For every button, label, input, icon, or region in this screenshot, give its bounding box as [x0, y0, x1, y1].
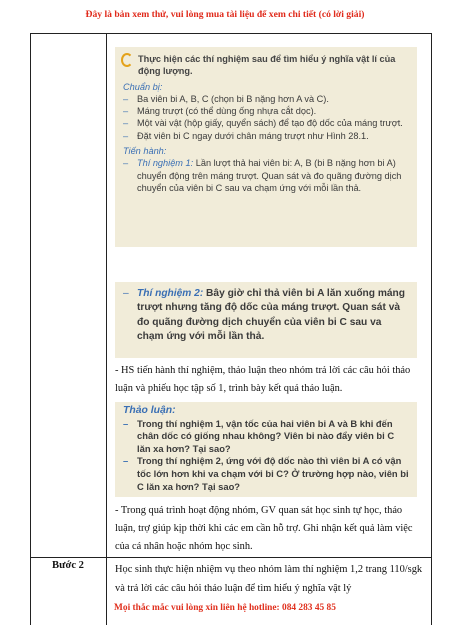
- experiment-2-panel: [115, 282, 417, 358]
- step-label: Bước 2: [52, 560, 84, 571]
- discussion-panel: [115, 402, 417, 497]
- prep-item: – Máng trượt (có thể dùng ống nhựa cắt dọc).: [123, 106, 317, 117]
- hotline-footer: Mọi thắc mắc vui lòng xin liên hệ hotline: 084 283 45 85: [114, 603, 336, 613]
- experiment-instructions-panel: [115, 47, 417, 247]
- discussion-question: – Trong thí nghiệm 2, ứng với độ dốc nào thì viên bi A có vận tốc lớn hơn khi va chạm với bi C? Ở trường hợp nào, viên bi C lăn xa hơn? Tại sao?: [123, 455, 409, 492]
- experiment-1-label: Thí nghiệm 1:: [137, 158, 194, 169]
- procedure-title: Tiến hành:: [123, 146, 167, 157]
- teacher-observation-paragraph: - Trong quá trình hoạt động nhóm, GV quan sát học sinh tự học, thảo luận, trợ giúp kịp thời khi các em cần hỗ trợ. Ghi nhận kết quả làm việc của cá nhân hoặc nhóm học sinh.: [115, 505, 413, 552]
- prep-item: – Ba viên bi A, B, C (chọn bi B nặng hơn A và C).: [123, 93, 329, 104]
- step-description: Học sinh thực hiện nhiệm vụ theo nhóm làm thí nghiệm 1,2 trang 110/sgk và trả lời các câu hỏi thảo luận để tìm hiểu ý nghĩa vật lý: [115, 564, 423, 594]
- prep-item: – Đặt viên bi C ngay dưới chân máng trượt như Hình 28.1.: [123, 130, 369, 141]
- experiment-2-text: Bây giờ chỉ thả viên bi A lăn xuống máng trượt nhưng tăng độ dốc của máng trượt. Quan sát và đo quãng đường dịch chuyển của viên bi C sau va chạm ứng với mỗi lần thả.: [137, 288, 405, 342]
- experiment-2-label: Thí nghiệm 2:: [137, 288, 204, 299]
- prep-item: – Một vài vật (hộp giấy, quyển sách) để tạo độ dốc của máng trượt.: [123, 118, 403, 129]
- table-row-divider: [30, 557, 432, 558]
- experiment-1: – Thí nghiệm 1: Lần lượt thả hai viên bi: A, B (bi B nặng hơn bi A) chuyển động trên máng trượt. Quan sát và đo quãng đường dịch chuyển của viên bi C sau va chạm ứng với mỗi lần thả.: [123, 158, 402, 193]
- panel-lead: [123, 53, 409, 78]
- experiment-1-text: Lần lượt thả hai viên bi: A, B (bi B nặng hơn bi A) chuyển động trên máng trượt. Quan sát và đo quãng đường dịch chuyển của viên bi C sau va chạm ứng với mỗi lần thả.: [137, 158, 402, 193]
- prep-title: Chuẩn bị:: [123, 81, 163, 92]
- lead-text: Thực hiện các thí nghiệm sau để tìm hiểu ý nghĩa vật lí của động lượng.: [138, 54, 396, 77]
- experiment-2: – Thí nghiệm 2: Bây giờ chỉ thả viên bi A lăn xuống máng trượt nhưng tăng độ dốc của máng trượt. Quan sát và đo quãng đường dịch chuyển của viên bi C sau va chạm ứng với mỗi lần thả.: [123, 288, 405, 342]
- student-activity-paragraph: - HS tiến hành thí nghiệm, thảo luận theo nhóm trả lời các câu hỏi thảo luận và phiếu học tập số 1, trình bày kết quả thảo luận.: [115, 365, 411, 394]
- table-column-divider: [106, 33, 107, 625]
- discussion-question: – Trong thí nghiệm 1, vận tốc của hai viên bi A và B khi đến chân dốc có giống nhau không? Viên bi nào đẩy viên bi C lăn xa hơn? Tại sao?: [123, 417, 395, 454]
- discussion-title: Thảo luận:: [123, 405, 176, 416]
- activity-icon: [121, 53, 133, 67]
- preview-banner: Đây là bản xem thử, vui lòng mua tài liệu để xem chi tiết (có lời giải): [85, 9, 365, 20]
